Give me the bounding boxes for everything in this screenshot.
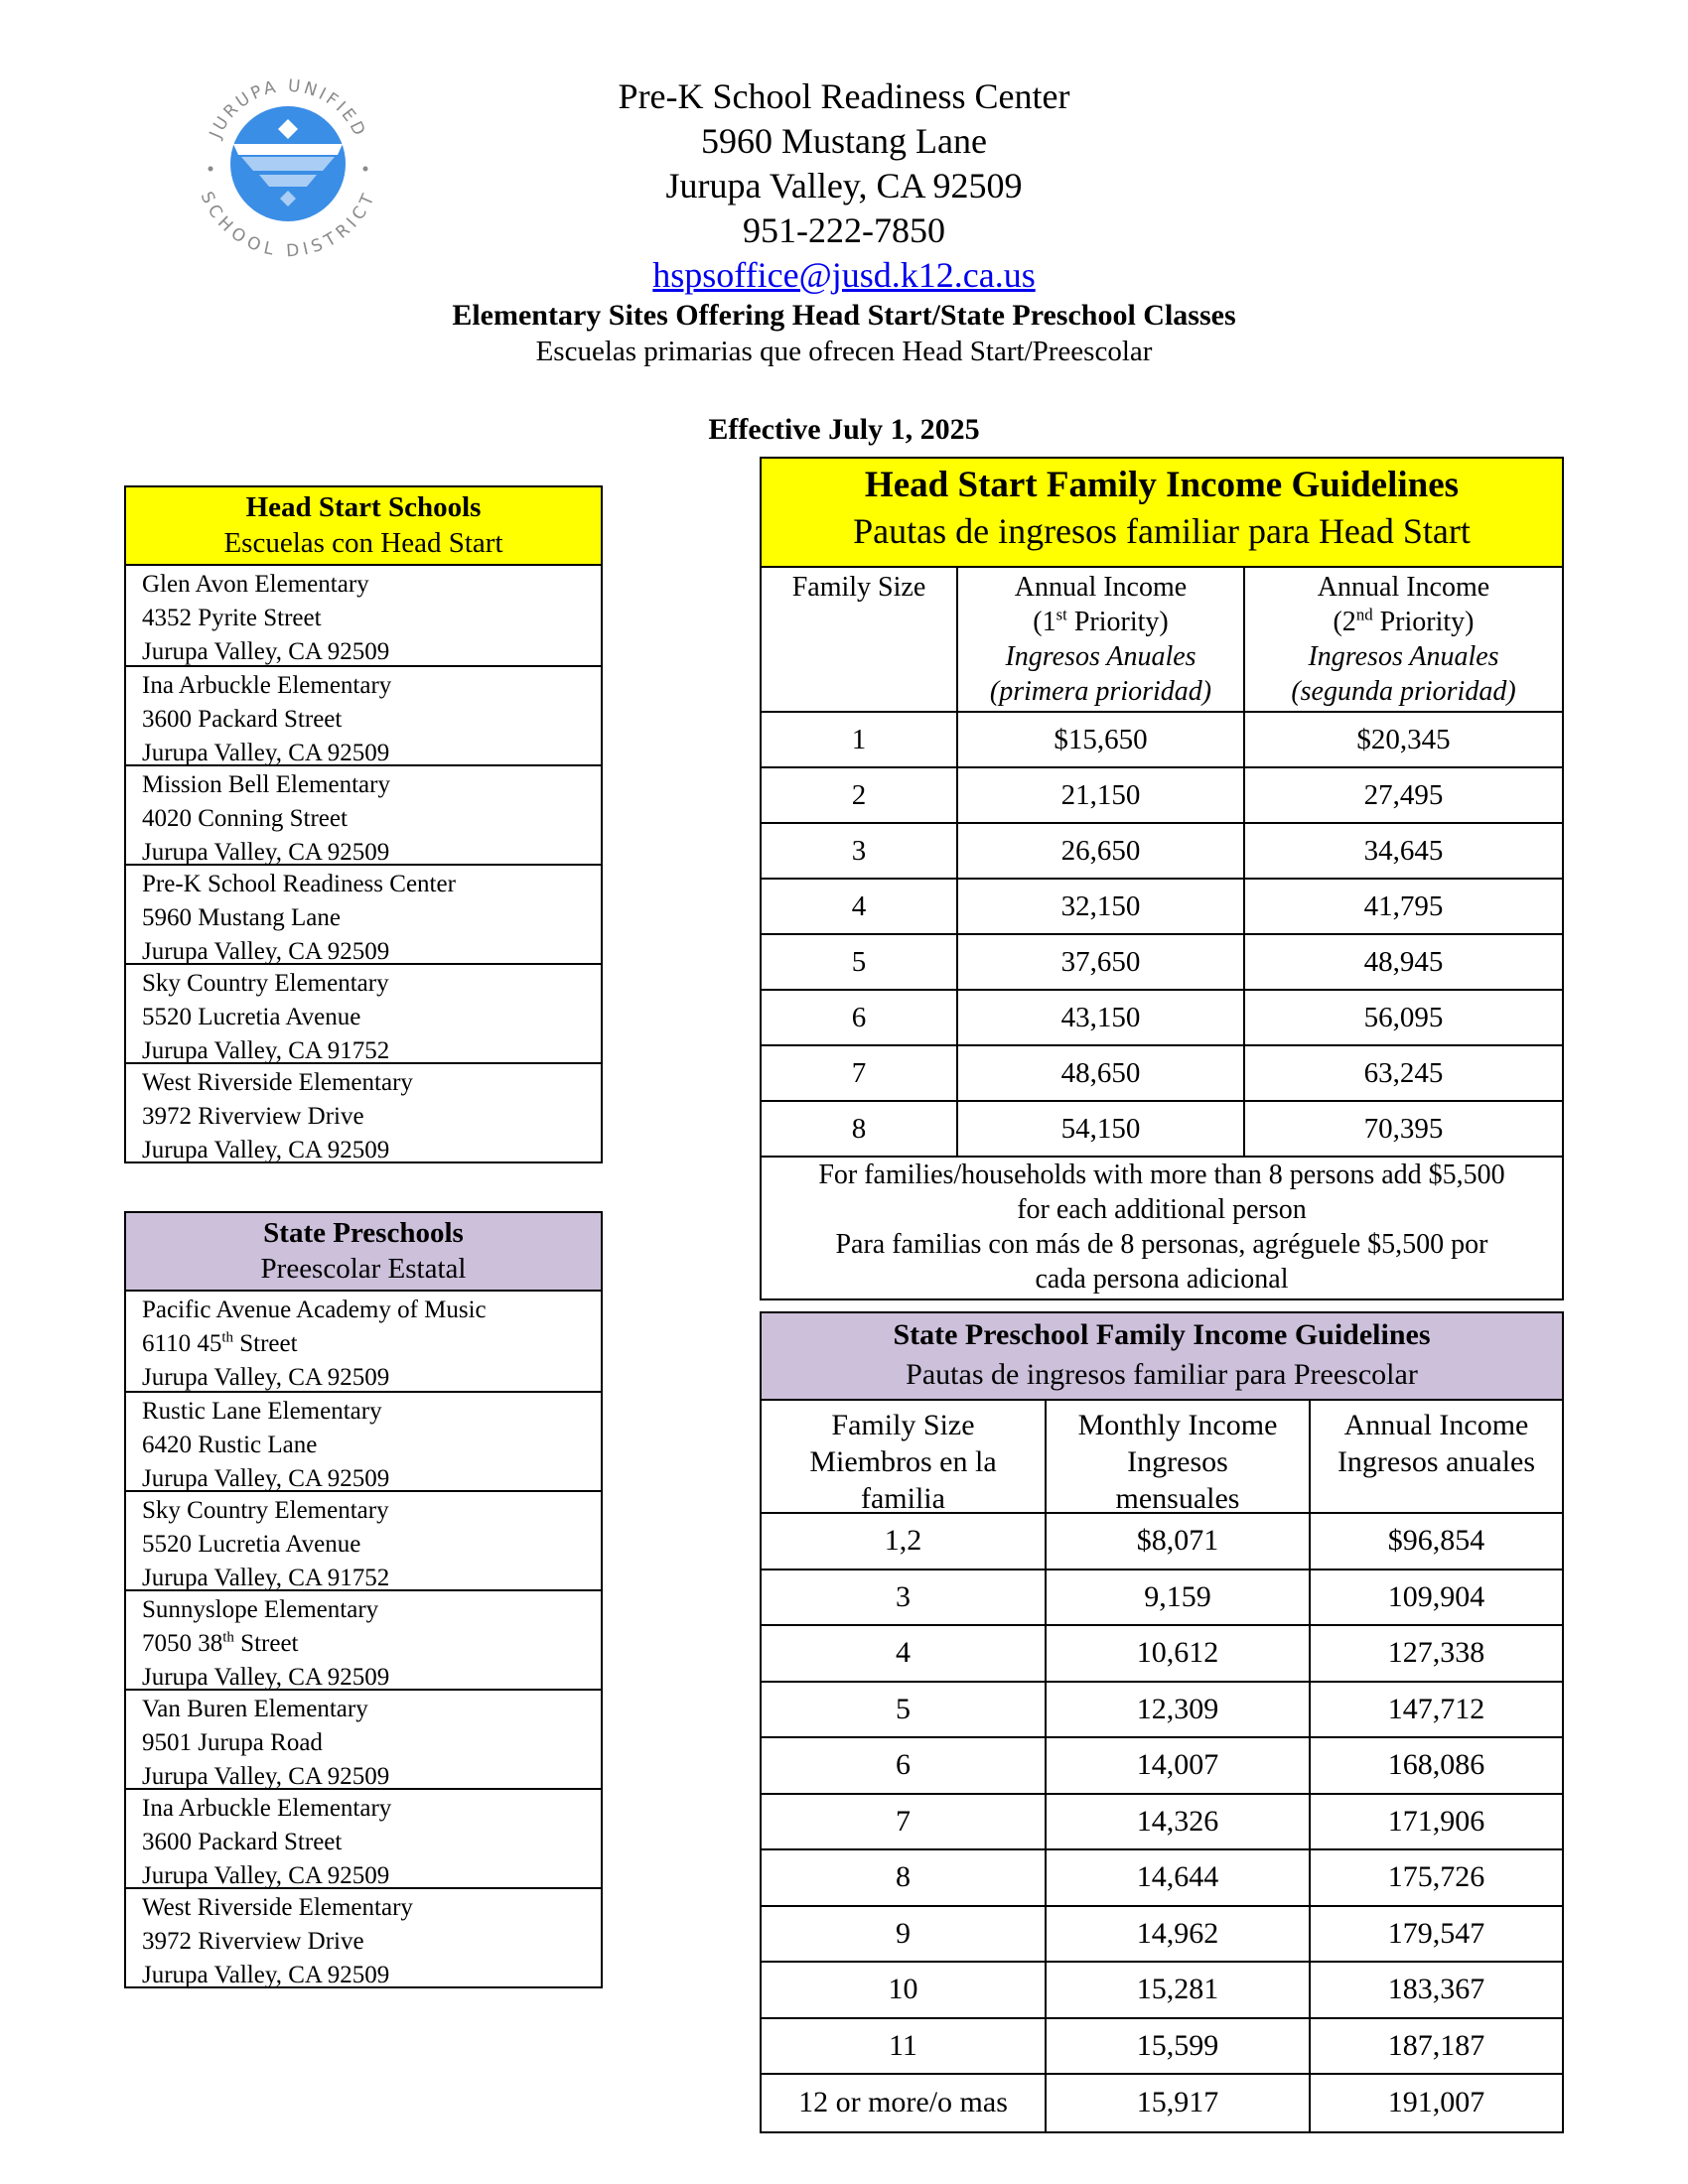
school-city: Jurupa Valley, CA 92509 bbox=[142, 1364, 390, 1391]
income-row bbox=[762, 768, 1562, 824]
school-name: Pre-K School Readiness Center bbox=[142, 871, 456, 897]
school-name: Mission Bell Elementary bbox=[142, 771, 390, 798]
family-size-cell: 6 bbox=[762, 1738, 1047, 1795]
income-row bbox=[762, 1683, 1562, 1739]
family-size-cell: 9 bbox=[762, 1907, 1047, 1964]
monthly-income-cell: 14,644 bbox=[1047, 1850, 1311, 1907]
contact-header bbox=[0, 74, 1688, 369]
state-preschools-title-es: Preescolar Estatal bbox=[260, 1253, 467, 1285]
sites-title: Elementary Sites Offering Head Start/State Preschool Classes bbox=[452, 299, 1236, 332]
income-row bbox=[762, 1738, 1562, 1795]
first-priority-income-cell: 21,150 bbox=[958, 768, 1245, 824]
column-header-family-size: Family Size Miembros en la familia bbox=[762, 1401, 1047, 1514]
income-row bbox=[762, 880, 1562, 935]
school-street: 7050 38th Street bbox=[142, 1629, 299, 1657]
first-priority-income-cell: 26,650 bbox=[958, 824, 1245, 880]
school-name: Ina Arbuckle Elementary bbox=[142, 672, 392, 699]
annual-income-cell: 168,086 bbox=[1311, 1738, 1562, 1795]
center-phone: 951-222-7850 bbox=[743, 210, 945, 250]
school-street: 3600 Packard Street bbox=[142, 706, 343, 733]
second-priority-income-cell: 27,495 bbox=[1245, 768, 1562, 824]
center-name: Pre-K School Readiness Center bbox=[618, 76, 1070, 116]
school-entry bbox=[126, 1788, 601, 1887]
annual-income-cell: 171,906 bbox=[1311, 1795, 1562, 1851]
school-name: Sunnyslope Elementary bbox=[142, 1596, 379, 1623]
school-entry bbox=[126, 1062, 601, 1161]
school-entry bbox=[126, 665, 601, 764]
monthly-income-cell: 12,309 bbox=[1047, 1683, 1311, 1739]
second-priority-income-cell: 48,945 bbox=[1245, 935, 1562, 991]
income-row bbox=[762, 1626, 1562, 1683]
first-priority-income-cell: 54,150 bbox=[958, 1102, 1245, 1158]
school-entry bbox=[126, 566, 601, 665]
family-size-cell: 8 bbox=[762, 1102, 958, 1158]
school-city: Jurupa Valley, CA 92509 bbox=[142, 938, 390, 965]
school-name: West Riverside Elementary bbox=[142, 1894, 413, 1921]
monthly-income-cell: 14,962 bbox=[1047, 1907, 1311, 1964]
school-city: Jurupa Valley, CA 92509 bbox=[142, 839, 390, 866]
family-size-cell: 3 bbox=[762, 824, 958, 880]
school-entry bbox=[126, 1391, 601, 1490]
school-city: Jurupa Valley, CA 91752 bbox=[142, 1037, 390, 1064]
school-street: 5520 Lucretia Avenue bbox=[142, 1531, 361, 1558]
family-size-cell: 1,2 bbox=[762, 1514, 1047, 1570]
monthly-income-cell: $8,071 bbox=[1047, 1514, 1311, 1570]
monthly-income-cell: 15,917 bbox=[1047, 2075, 1311, 2131]
family-size-cell: 4 bbox=[762, 880, 958, 935]
school-street: 3972 Riverview Drive bbox=[142, 1928, 364, 1955]
family-size-cell: 1 bbox=[762, 713, 958, 768]
second-priority-income-cell: 34,645 bbox=[1245, 824, 1562, 880]
school-name: Rustic Lane Elementary bbox=[142, 1398, 382, 1425]
state-preschool-income-title-es: Pautas de ingresos familiar para Preescolar bbox=[906, 1358, 1418, 1391]
second-priority-income-cell: 63,245 bbox=[1245, 1046, 1562, 1102]
school-entry bbox=[126, 1887, 601, 1986]
school-name: Pacific Avenue Academy of Music bbox=[142, 1297, 487, 1323]
school-city: Jurupa Valley, CA 92509 bbox=[142, 1137, 390, 1163]
family-size-cell: 6 bbox=[762, 991, 958, 1046]
column-header-first-priority: Annual Income (1st Priority) Ingresos Anuales (primera prioridad) bbox=[958, 568, 1245, 713]
income-row bbox=[762, 935, 1562, 991]
school-city: Jurupa Valley, CA 92509 bbox=[142, 1465, 390, 1492]
family-size-cell: 5 bbox=[762, 935, 958, 991]
school-street: 5960 Mustang Lane bbox=[142, 904, 341, 931]
annual-income-cell: 179,547 bbox=[1311, 1907, 1562, 1964]
family-size-cell: 2 bbox=[762, 768, 958, 824]
head-start-income-header bbox=[762, 459, 1562, 568]
school-city: Jurupa Valley, CA 92509 bbox=[142, 638, 390, 665]
head-start-schools-header bbox=[126, 487, 601, 566]
family-size-cell: 7 bbox=[762, 1795, 1047, 1851]
family-size-cell: 7 bbox=[762, 1046, 958, 1102]
second-priority-income-cell: $20,345 bbox=[1245, 713, 1562, 768]
school-street: 4352 Pyrite Street bbox=[142, 605, 322, 631]
state-preschools-title: State Preschools bbox=[263, 1217, 464, 1249]
school-street: 3972 Riverview Drive bbox=[142, 1103, 364, 1130]
school-entry bbox=[126, 963, 601, 1062]
column-header-family-size: Family Size bbox=[762, 568, 958, 713]
school-city: Jurupa Valley, CA 91752 bbox=[142, 1565, 390, 1591]
head-start-income-title-es: Pautas de ingresos familiar para Head Start bbox=[853, 511, 1471, 551]
head-start-schools-table bbox=[124, 485, 603, 1163]
state-preschool-income-header bbox=[762, 1313, 1562, 1401]
second-priority-income-cell: 41,795 bbox=[1245, 880, 1562, 935]
income-row bbox=[762, 824, 1562, 880]
school-street: 6420 Rustic Lane bbox=[142, 1432, 318, 1458]
center-street: 5960 Mustang Lane bbox=[701, 121, 987, 161]
income-row bbox=[762, 1570, 1562, 1627]
monthly-income-cell: 9,159 bbox=[1047, 1570, 1311, 1627]
family-size-cell: 5 bbox=[762, 1683, 1047, 1739]
family-size-cell: 11 bbox=[762, 2019, 1047, 2076]
school-name: Van Buren Elementary bbox=[142, 1696, 368, 1722]
family-size-cell: 4 bbox=[762, 1626, 1047, 1683]
income-row bbox=[762, 1102, 1562, 1158]
head-start-income-title: Head Start Family Income Guidelines bbox=[864, 465, 1460, 505]
head-start-schools-title: Head Start Schools bbox=[245, 491, 482, 523]
income-row bbox=[762, 1850, 1562, 1907]
column-header-second-priority: Annual Income (2nd Priority) Ingresos Anuales (segunda prioridad) bbox=[1245, 568, 1562, 713]
school-city: Jurupa Valley, CA 92509 bbox=[142, 1763, 390, 1790]
state-preschool-income-title: State Preschool Family Income Guidelines bbox=[893, 1318, 1431, 1351]
first-priority-income-cell: 48,650 bbox=[958, 1046, 1245, 1102]
annual-income-cell: 191,007 bbox=[1387, 2086, 1485, 2119]
column-header-monthly-income: Monthly Income Ingresos mensuales bbox=[1047, 1401, 1311, 1514]
school-name: Glen Avon Elementary bbox=[142, 571, 369, 598]
school-city: Jurupa Valley, CA 92509 bbox=[142, 1862, 390, 1889]
annual-income-cell: 147,712 bbox=[1311, 1683, 1562, 1739]
school-street: 9501 Jurupa Road bbox=[142, 1729, 323, 1756]
state-preschool-income-table bbox=[760, 1311, 1564, 2133]
school-street: 6110 45th Street bbox=[142, 1329, 298, 1357]
monthly-income-cell: 15,599 bbox=[1047, 2019, 1311, 2076]
annual-income-cell: 127,338 bbox=[1311, 1626, 1562, 1683]
monthly-income-cell: 14,326 bbox=[1047, 1795, 1311, 1851]
school-entry bbox=[126, 1490, 601, 1589]
second-priority-income-cell: 70,395 bbox=[1245, 1102, 1562, 1158]
state-preschools-table bbox=[124, 1211, 603, 1988]
school-entry bbox=[126, 1589, 601, 1689]
first-priority-income-cell: 43,150 bbox=[958, 991, 1245, 1046]
head-start-income-table bbox=[760, 457, 1564, 1300]
first-priority-income-cell: 32,150 bbox=[958, 880, 1245, 935]
first-priority-income-cell: 37,650 bbox=[958, 935, 1245, 991]
school-name: West Riverside Elementary bbox=[142, 1069, 413, 1096]
income-row bbox=[762, 2019, 1562, 2076]
school-street: 3600 Packard Street bbox=[142, 1829, 343, 1855]
annual-income-cell: 187,187 bbox=[1311, 2019, 1562, 2076]
family-size-cell: 3 bbox=[762, 1570, 1047, 1627]
school-entry bbox=[126, 764, 601, 864]
annual-income-cell: 175,726 bbox=[1311, 1850, 1562, 1907]
school-city: Jurupa Valley, CA 92509 bbox=[142, 1962, 390, 1988]
income-row bbox=[762, 1963, 1562, 2019]
income-row bbox=[762, 713, 1562, 768]
state-preschools-header bbox=[126, 1213, 601, 1292]
family-size-cell: 8 bbox=[762, 1850, 1047, 1907]
logo-text-bottom: SCHOOL DISTRICT bbox=[196, 189, 380, 258]
additional-person-note: For families/households with more than 8 persons add $5,500 for each additional person Para familias con más de 8 personas, agréguele $5,500 por cada persona adicional bbox=[818, 1160, 1505, 1295]
school-city: Jurupa Valley, CA 92509 bbox=[142, 740, 390, 766]
column-header-annual-income: Annual Income Ingresos anuales bbox=[1311, 1401, 1562, 1514]
monthly-income-cell: 10,612 bbox=[1047, 1626, 1311, 1683]
school-entry bbox=[126, 864, 601, 963]
school-entry bbox=[126, 1689, 601, 1788]
head-start-schools-title-es: Escuelas con Head Start bbox=[223, 527, 503, 559]
center-city: Jurupa Valley, CA 92509 bbox=[665, 166, 1023, 205]
income-row bbox=[762, 991, 1562, 1046]
second-priority-income-cell: 56,095 bbox=[1245, 991, 1562, 1046]
school-city: Jurupa Valley, CA 92509 bbox=[142, 1664, 390, 1691]
income-row bbox=[762, 2075, 1562, 2131]
school-entry bbox=[126, 1292, 601, 1391]
family-size-cell: 12 or more/o mas bbox=[762, 2075, 1047, 2131]
income-row bbox=[762, 1907, 1562, 1964]
family-size-cell: 10 bbox=[762, 1963, 1047, 2019]
sites-title-es: Escuelas primarias que ofrecen Head Start/Preescolar bbox=[535, 336, 1153, 367]
annual-income-cell: 183,367 bbox=[1311, 1963, 1562, 2019]
income-row bbox=[762, 1514, 1562, 1570]
head-start-income-column-headers bbox=[762, 568, 1562, 713]
income-row bbox=[762, 1046, 1562, 1102]
school-name: Sky Country Elementary bbox=[142, 1497, 389, 1524]
school-street: 5520 Lucretia Avenue bbox=[142, 1004, 361, 1030]
school-street: 4020 Conning Street bbox=[142, 805, 348, 832]
monthly-income-cell: 14,007 bbox=[1047, 1738, 1311, 1795]
monthly-income-cell: 15,281 bbox=[1047, 1963, 1311, 2019]
email-link[interactable]: hspsoffice@jusd.k12.ca.us bbox=[652, 255, 1036, 295]
school-name: Sky Country Elementary bbox=[142, 970, 389, 997]
logo-text-top: JURUPA UNIFIED bbox=[206, 75, 370, 142]
annual-income-cell: $96,854 bbox=[1311, 1514, 1562, 1570]
state-preschool-income-column-headers bbox=[762, 1401, 1562, 1514]
income-row bbox=[762, 1795, 1562, 1851]
first-priority-income-cell: $15,650 bbox=[958, 713, 1245, 768]
annual-income-cell: 109,904 bbox=[1311, 1570, 1562, 1627]
school-name: Ina Arbuckle Elementary bbox=[142, 1795, 392, 1822]
effective-date: Effective July 1, 2025 bbox=[708, 413, 980, 446]
